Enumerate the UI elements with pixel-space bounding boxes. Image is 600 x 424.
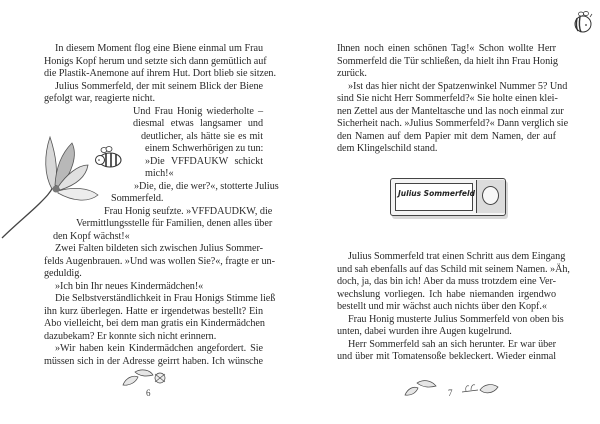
flower-illustration-icon xyxy=(0,125,105,240)
bee-illustration-icon xyxy=(92,145,124,169)
text-line: nen Zettel aus der Manteltasche und las noch einmal zur xyxy=(337,105,564,117)
text-line: wechslung vorliegen. Ich habe niemanden irgendwo xyxy=(337,288,556,300)
text-line: »Die VFFDAUKW schickt xyxy=(145,155,263,167)
text-line: Frau Honig seufzte. »VFFDAUDKW, die xyxy=(104,205,273,217)
text-line: Frau Honig musterte Julius Sommerfeld von oben bis xyxy=(348,313,564,325)
leaves-ornament-icon xyxy=(403,378,439,398)
text-line: »Die, die, die wer?«, stotterte Julius xyxy=(134,180,279,192)
doorbell-nameplate xyxy=(390,178,506,220)
text-line: den Namen auf dem Papier mit dem Namen, der auf xyxy=(337,130,556,142)
text-line: sind Sie nicht Herr Sommerfeld?« Sie holte einen klei- xyxy=(337,93,558,104)
text-line: Sommerfeld. xyxy=(111,193,164,204)
leaves-ornament-icon xyxy=(460,380,500,398)
text-line: Honigs Kopf herum und setzte sich dann gemütlich auf xyxy=(44,55,267,67)
text-line: In diesem Moment flog eine Biene einmal um Frau xyxy=(55,43,263,54)
page-number: 6 xyxy=(146,388,151,398)
text-line: und sah ebenfalls auf das Schild mit seinem Namen. »Äh, xyxy=(337,263,570,275)
text-line: doch, ja, das bin ich! Aber da muss trotzdem eine Ver- xyxy=(337,276,556,287)
text-line: gefolgt war, reagierte nicht. xyxy=(44,93,156,104)
text-line: deutlicher, als hätte sie es mit xyxy=(141,130,263,142)
text-line: dazubekam? Er konnte sich nicht erinnern. xyxy=(44,330,217,342)
text-line: »Wir haben kein Kindermädchen angefordert. Sie xyxy=(55,343,263,354)
bee-corner-icon xyxy=(572,10,594,34)
text-line: Abo vielleicht, bei dem man gratis ein Kindermädchen xyxy=(44,318,265,329)
text-line: unten, dabei wurden ihre Augen kugelrund. xyxy=(337,326,512,337)
text-line: »Ist das hier nicht der Spatzenwinkel Nummer 5? Und xyxy=(348,80,568,92)
text-line: dem Klingelschild stand. xyxy=(337,143,438,154)
right-page xyxy=(300,0,600,424)
text-line: Julius Sommerfeld, der mit seinem Blick der Biene xyxy=(55,80,263,92)
text-line: Sommerfeld die Tür schließen, da hielt ihn Frau Honig xyxy=(337,55,558,67)
text-line: ihn kurz überlegen. Hatte er irgendetwas bestellt? Ein xyxy=(44,305,263,317)
text-line: die Plastik-Anemone auf ihrem Hut. Dort blieb sie sitzen. xyxy=(44,68,276,79)
text-line: bestellt und mir wächst auch nichts über den Kopf.« xyxy=(337,301,547,312)
text-line: Und Frau Honig wiederholte – xyxy=(133,105,263,117)
text-line: Herr Sommerfeld sah an sich herunter. Er war über xyxy=(348,338,556,350)
doorbell-button xyxy=(482,186,499,205)
text-line: Die Selbstverständlichkeit in Frau Honigs Stimme ließ xyxy=(55,293,276,304)
page-number: 7 xyxy=(448,388,453,398)
text-line: einem Schwerhörigen zu tun: xyxy=(145,143,264,154)
text-line: diesmal etwas langsamer und xyxy=(133,118,263,129)
text-line: Zwei Falten bildeten sich zwischen Julius Sommer- xyxy=(55,243,263,254)
text-line: zurück. xyxy=(337,68,367,79)
text-line: mich!« xyxy=(145,168,174,179)
text-line: Vermittlungsstelle für Familien, denen alles über xyxy=(76,218,273,229)
text-line: den Kopf wächst!« xyxy=(53,230,130,242)
text-line: Sicherheit nach. »Julius Sommerfeld?« Dann verglich sie xyxy=(337,118,569,129)
leaves-ornament-icon xyxy=(120,368,170,388)
text-line: geduldig. xyxy=(44,268,82,279)
text-line: Julius Sommerfeld trat einen Schritt aus dem Eingang xyxy=(348,251,566,262)
nameplate-label: Julius Sommerfeld xyxy=(398,189,475,198)
text-line: Ihnen noch einen schönen Tag!« Schon wollte Herr xyxy=(337,43,556,54)
text-line: »Ich bin Ihr neues Kindermädchen!« xyxy=(55,280,204,292)
text-line: müssen sich in der Adresse geirrt haben. Ich wünsche xyxy=(44,355,263,367)
text-line: felds Augenbrauen. »Und was wollen Sie?«, fragte er un- xyxy=(44,255,275,267)
text-line: und über mit Tomatensoße bekleckert. Wieder einmal xyxy=(337,351,556,362)
